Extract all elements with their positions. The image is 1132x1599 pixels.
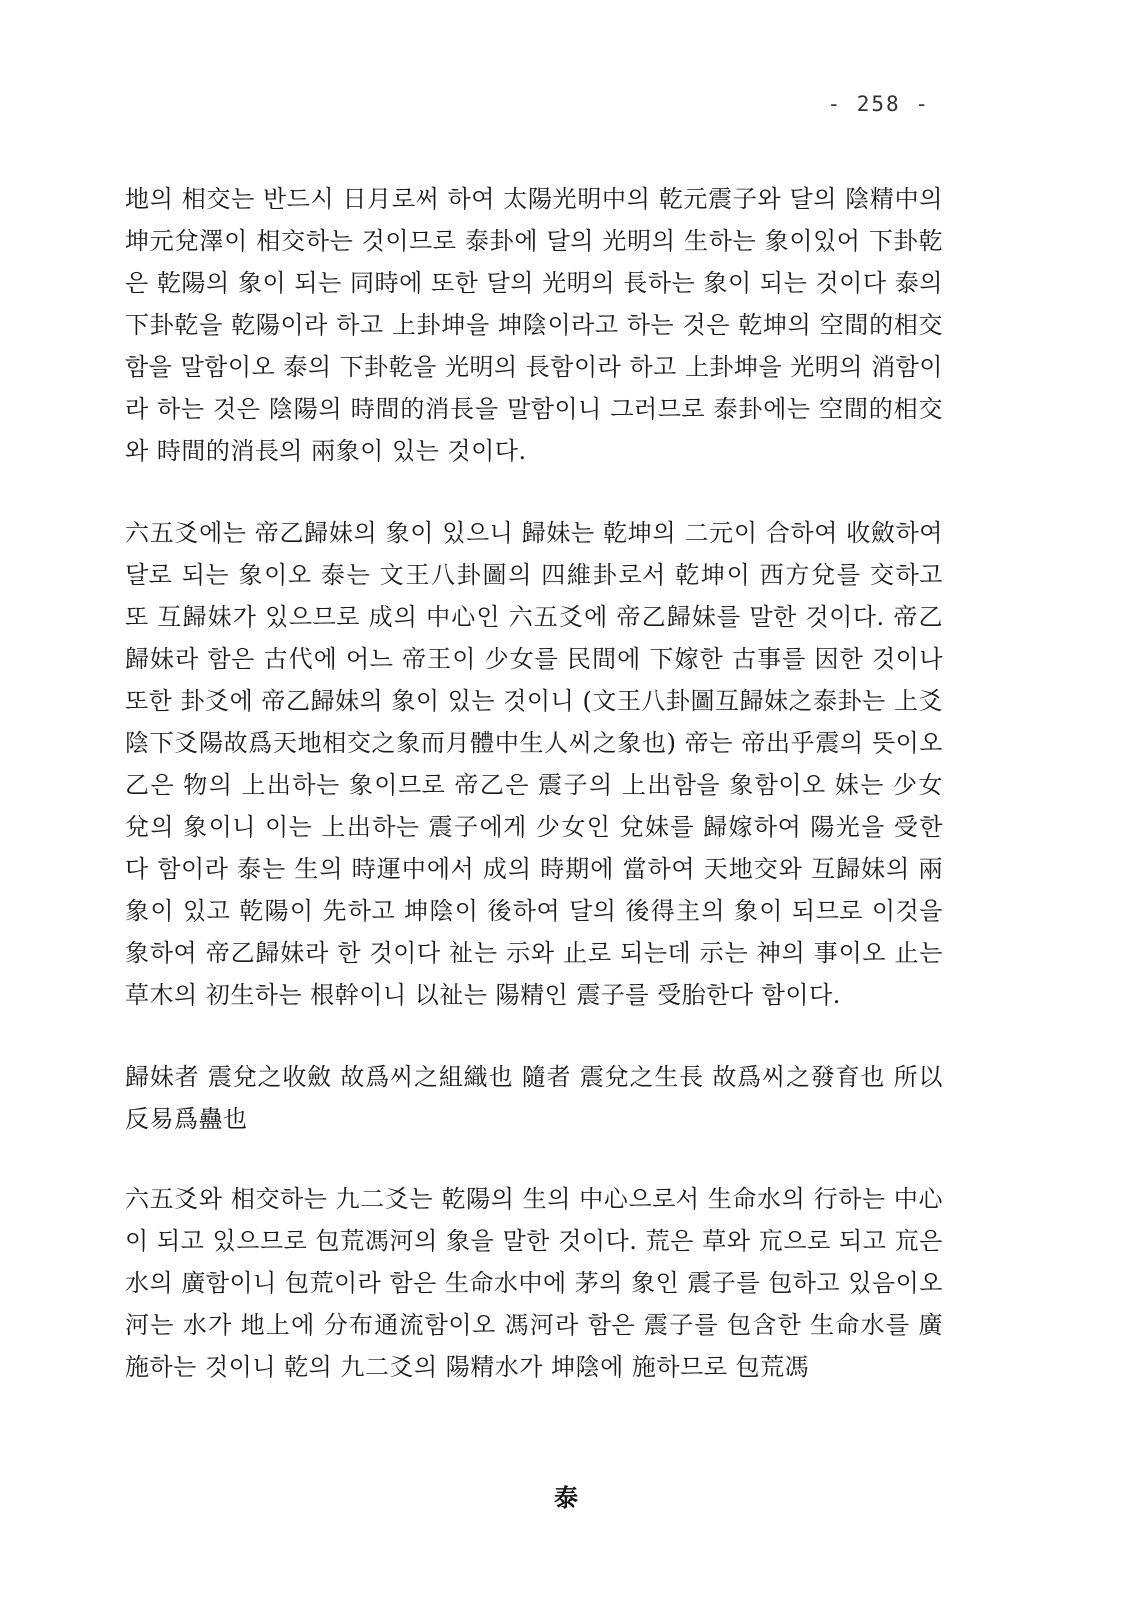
body-text bbox=[125, 178, 943, 1428]
page-number: - 258 - bbox=[827, 92, 930, 116]
paragraph-3-hanja-quote: 歸妹者 震兌之收斂 故爲씨之組織也 隨者 震兌之生長 故爲씨之發育也 所以反易爲蠱也 bbox=[125, 1063, 943, 1133]
paragraph-1: 地의 相交는 반드시 日月로써 하여 太陽光明中의 乾元震子와 달의 陰精中의 坤元兌澤이 相交하는 것이므로 泰卦에 달의 光明의 生하는 象이있어 下卦乾은 乾陽의 象이 되는 同時에 또한 달의 光明의 長하는 象이 되는 것이다 泰의 下卦乾을 乾陽이라 하고 上卦坤을 坤陰이라고 하는 것은 乾坤의 空間的相交함을 말함이오 泰의 下卦乾을 光明의 長함이라 하고 上卦坤을 光明의 消함이라 하는 것은 陰陽의 時間的消長을 말함이니 그러므로 泰卦에는 空間的相交와 時間的消長의 兩象이 있는 것이다. bbox=[125, 185, 943, 465]
footer-hexagram-mark: 泰 bbox=[554, 1483, 578, 1512]
paragraph-4: 六五爻와 相交하는 九二爻는 乾陽의 生의 中心으로서 生命水의 行하는 中心이 되고 있으므로 包荒馮河의 象을 말한 것이다. 荒은 草와 巟으로 되고 巟은 水의 廣함이니 包荒이라 함은 生命水中에 茅의 象인 震子를 包하고 있음이오 河는 水가 地上에 分布通流함이오 馮河라 함은 震子를 包含한 生命水를 廣施하는 것이니 乾의 九二爻의 陽精水가 坤陰에 施하므로 包荒馮 bbox=[125, 1185, 943, 1381]
paragraph-2: 六五爻에는 帝乙歸妹의 象이 있으니 歸妹는 乾坤의 二元이 合하여 收斂하여 달로 되는 象이오 泰는 文王八卦圖의 四維卦로서 乾坤이 西方兌를 交하고 또 互歸妹가 있으므로 成의 中心인 六五爻에 帝乙歸妹를 말한 것이다. 帝乙歸妹라 함은 古代에 어느 帝王이 少女를 民間에 下嫁한 古事를 因한 것이나 또한 卦爻에 帝乙歸妹의 象이 있는 것이니 (文王八卦圖互歸妹之泰卦는 上爻陰下爻陽故爲天地相交之象而月體中生人씨之象也) 帝는 帝出乎震의 뜻이오 乙은 物의 上出하는 象이므로 帝乙은 震子의 上出함을 象함이오 妹는 少女兌의 象이니 이는 上出하는 震子에게 少女인 兌妹를 歸嫁하여 陽光을 受한다 함이라 泰는 生의 時運中에서 成의 時期에 當하여 天地交와 互歸妹의 兩象이 있고 乾陽이 先하고 坤陰이 後하여 달의 後得主의 象이 되므로 이것을 象하여 帝乙歸妹라 한 것이다 祉는 示와 止로 되는데 示는 神의 事이오 止는 草木의 初生하는 根幹이니 以祉는 陽精인 震子를 受胎한다 함이다. bbox=[125, 519, 943, 1009]
